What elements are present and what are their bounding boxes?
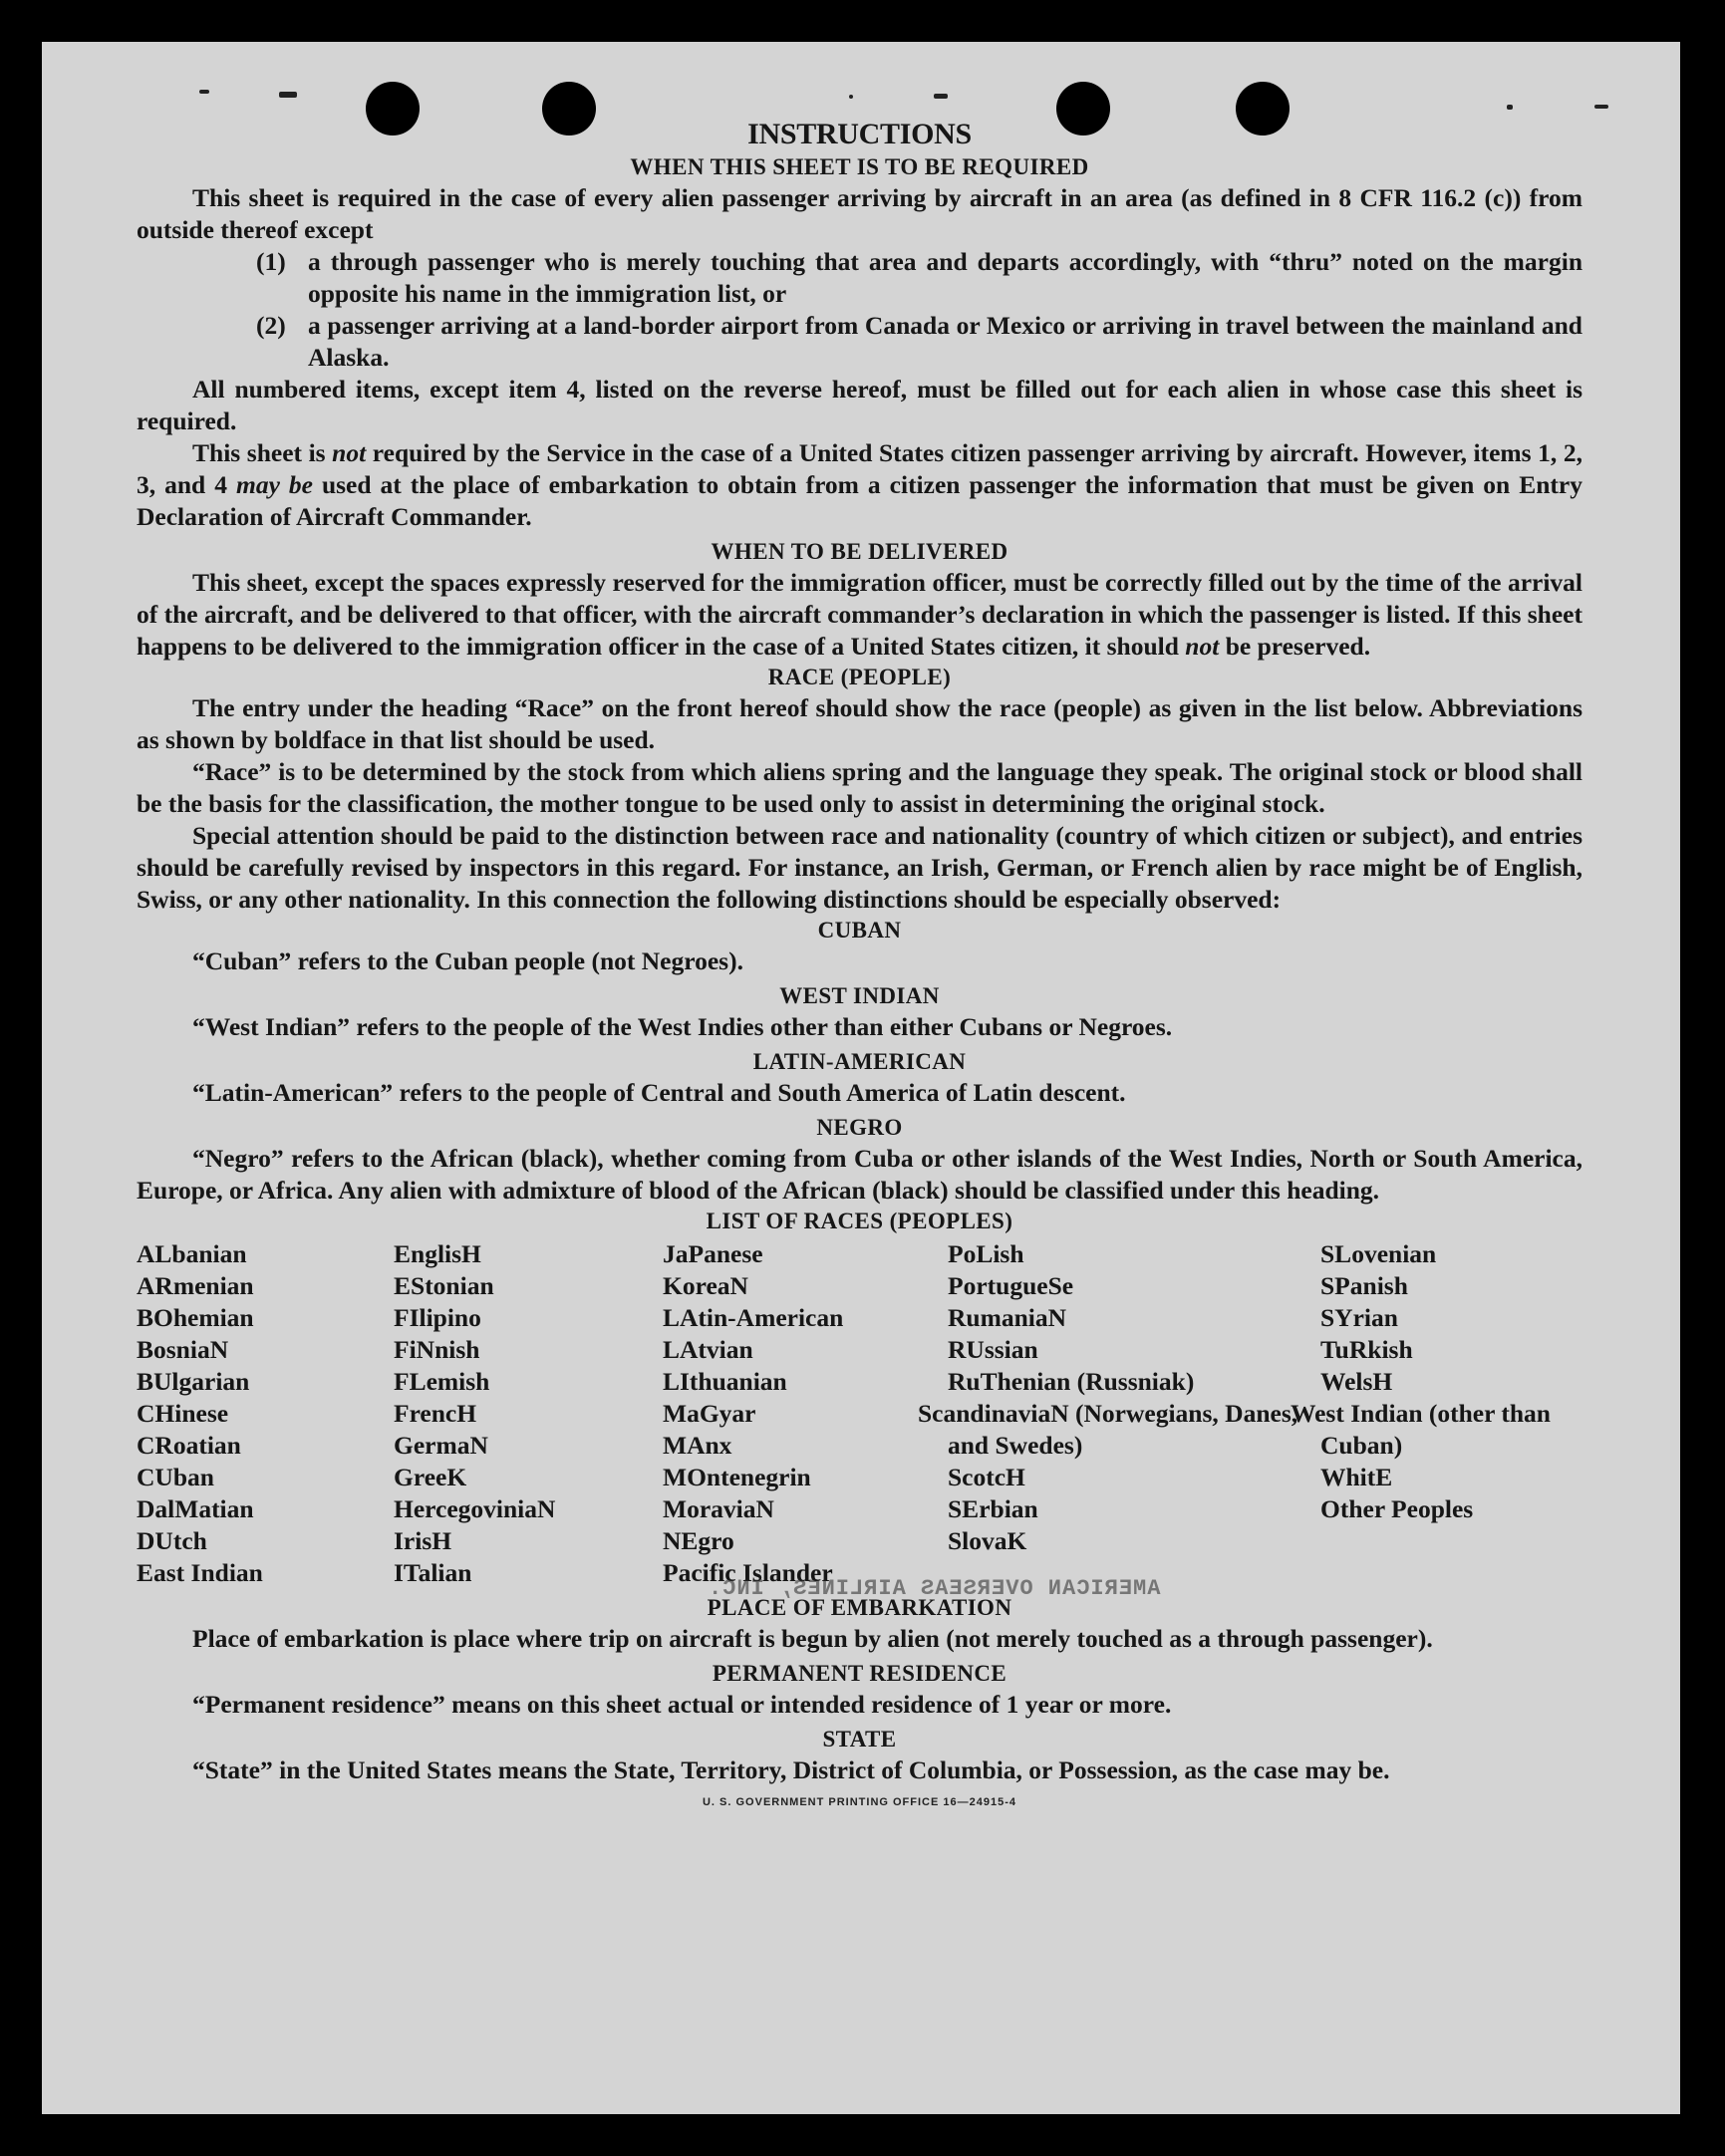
speck-mark bbox=[849, 95, 853, 99]
race-list bbox=[137, 1238, 1582, 1589]
race-list-item: DUtch bbox=[137, 1526, 207, 1555]
when-delivered-para bbox=[137, 567, 1582, 663]
race-list-item: DalMatian bbox=[137, 1494, 254, 1523]
race-para-3: Special attention should be paid to the distinction between race and nationality (country of which citizen or subject), and entries should be carefully revised by inspectors in this regard. For instance, an Irish, German, or French alien by race might be of English, Swiss, or any other nationality. In this connection the following distinctions should be especially observed: bbox=[137, 821, 1582, 914]
printer-footer: U. S. GOVERNMENT PRINTING OFFICE 16—24915-4 bbox=[702, 1796, 1016, 1808]
race-list-item: KoreaN bbox=[663, 1271, 748, 1300]
race-list-item: MaGyar bbox=[663, 1399, 756, 1428]
race-list-item: BUlgarian bbox=[137, 1367, 250, 1396]
race-list-item: BOhemian bbox=[137, 1303, 254, 1332]
race-list-item: HercegoviniaN bbox=[394, 1494, 556, 1523]
place-of-embarkation-text: Place of embarkation is place where trip on aircraft is begun by alien (not merely touched as a through passenger). bbox=[192, 1624, 1433, 1653]
heading-when-required: WHEN THIS SHEET IS TO BE REQUIRED bbox=[630, 154, 1089, 179]
race-list-item: FLemish bbox=[394, 1367, 490, 1396]
race-list-item: BosniaN bbox=[137, 1335, 229, 1364]
race-list-item: EStonian bbox=[394, 1271, 494, 1300]
race-list-item: ALbanian bbox=[137, 1239, 247, 1268]
race-list-item: WhitE bbox=[1320, 1463, 1393, 1491]
text-run: This sheet, except the spaces expressly reserved for the immigration officer, must be correctly filled out by the time of the arrival of the aircraft, and be delivered to that officer, with the aircraft commander’s declaration in which the passenger is listed. If this sheet happens to be delivered to the immigration officer in the case of a United States citizen, it should bbox=[137, 568, 1582, 661]
race-list-item: FiNnish bbox=[394, 1335, 480, 1364]
heading-west-indian: WEST INDIAN bbox=[779, 983, 940, 1008]
race-list-item: ScandinaviaN (Norwegians, Danes, and Swedes) bbox=[918, 1399, 1298, 1460]
text-run: used at the place of embarkation to obtain from a citizen passenger the information that must be given on Entry Declaration of Aircraft Commander. bbox=[137, 470, 1582, 531]
heading-list-of-races: LIST OF RACES (PEOPLES) bbox=[706, 1209, 1013, 1233]
heading-cuban: CUBAN bbox=[817, 918, 902, 943]
list-item-text: a passenger arriving at a land-border airport from Canada or Mexico or arriving in travel between the mainland and Alaska. bbox=[308, 311, 1582, 372]
race-list-item: CRoatian bbox=[137, 1431, 241, 1460]
heading-negro: NEGRO bbox=[816, 1115, 903, 1140]
emphasis-may-be: may be bbox=[235, 470, 313, 499]
emphasis-not: not bbox=[332, 438, 367, 467]
race-list-item: ITalian bbox=[394, 1558, 472, 1587]
race-list-item: SPanish bbox=[1320, 1271, 1408, 1300]
speck-mark bbox=[199, 90, 209, 94]
heading-when-delivered: WHEN TO BE DELIVERED bbox=[711, 539, 1008, 564]
list-item bbox=[137, 246, 1582, 310]
text-run: be preserved. bbox=[1219, 632, 1371, 661]
race-list-item: Pacific Islander bbox=[663, 1558, 833, 1587]
emphasis-not: not bbox=[1185, 632, 1220, 661]
race-column bbox=[663, 1238, 948, 1589]
speck-mark bbox=[1507, 105, 1513, 110]
race-column bbox=[918, 1238, 1320, 1589]
heading-latin-american: LATIN-AMERICAN bbox=[752, 1049, 967, 1074]
race-list-item: West Indian (other than Cuban) bbox=[1291, 1399, 1551, 1460]
race-list-item: TuRkish bbox=[1320, 1335, 1413, 1364]
permanent-residence-text: “Permanent residence” means on this sheet actual or intended residence of 1 year or more. bbox=[192, 1690, 1172, 1719]
race-para-2: “Race” is to be determined by the stock from which aliens spring and the language they speak. The original stock or blood shall be the basis for the classification, the mother tongue to be used only to assist in determining the original stock. bbox=[137, 757, 1582, 818]
race-list-item: CUban bbox=[137, 1463, 214, 1491]
race-list-item: SYrian bbox=[1320, 1303, 1398, 1332]
race-list-item: LAtin-American bbox=[663, 1303, 844, 1332]
latin-american-text: “Latin-American” refers to the people of Central and South America of Latin descent. bbox=[192, 1078, 1126, 1107]
race-list-item: GermaN bbox=[394, 1431, 488, 1460]
race-list-item: MOntenegrin bbox=[663, 1463, 811, 1491]
race-list-item: SlovaK bbox=[948, 1526, 1027, 1555]
speck-mark bbox=[934, 94, 948, 99]
heading-race: RACE (PEOPLE) bbox=[767, 665, 952, 689]
race-list-item: RuThenian (Russniak) bbox=[948, 1367, 1195, 1396]
race-column bbox=[137, 1238, 394, 1589]
race-list-item: JaPanese bbox=[663, 1239, 763, 1268]
speck-mark bbox=[279, 92, 297, 98]
race-list-item: MAnx bbox=[663, 1431, 732, 1460]
race-list-item: RumaniaN bbox=[948, 1303, 1067, 1332]
when-required-para-3 bbox=[137, 437, 1582, 533]
list-item-text: a through passenger who is merely touching that area and departs accordingly, with “thru” noted on the margin opposite his name in the immigration list, or bbox=[308, 247, 1582, 308]
race-list-item: EnglisH bbox=[394, 1239, 481, 1268]
race-list-item: East Indian bbox=[137, 1558, 263, 1587]
race-column bbox=[1291, 1238, 1582, 1589]
when-required-intro: This sheet is required in the case of every alien passenger arriving by aircraft in an area (as defined in 8 CFR 116.2 (c)) from outside thereof except bbox=[137, 183, 1582, 244]
race-list-item: SErbian bbox=[948, 1494, 1038, 1523]
race-list-item: WelsH bbox=[1320, 1367, 1393, 1396]
list-item-number: (2) bbox=[256, 311, 286, 340]
race-list-item: PortugueSe bbox=[948, 1271, 1074, 1300]
race-list-item: SLovenian bbox=[1320, 1239, 1437, 1268]
state-text: “State” in the United States means the State, Territory, District of Columbia, or Possession, as the case may be. bbox=[192, 1755, 1390, 1784]
race-list-item: MoraviaN bbox=[663, 1494, 774, 1523]
negro-text: “Negro” refers to the African (black), whether coming from Cuba or other islands of the West Indies, North or South America, Europe, or Africa. Any alien with admixture of blood of the African (black) should be classified under this heading. bbox=[137, 1144, 1582, 1205]
exception-list bbox=[137, 246, 1582, 374]
airline-stamp: AMERICAN OVERSEAS AIRLINES, INC. bbox=[708, 1576, 1161, 1601]
page-title: INSTRUCTIONS bbox=[747, 118, 972, 150]
punch-hole-icon bbox=[1236, 82, 1290, 135]
race-list-item: FrencH bbox=[394, 1399, 477, 1428]
race-list-item: Other Peoples bbox=[1320, 1494, 1474, 1523]
when-required-para-2: All numbered items, except item 4, listed on the reverse hereof, must be filled out for each alien in whose case this sheet is required. bbox=[137, 375, 1582, 435]
race-list-item: ScotcH bbox=[948, 1463, 1025, 1491]
west-indian-text: “West Indian” refers to the people of the West Indies other than either Cubans or Negroes. bbox=[192, 1012, 1173, 1041]
race-list-item: ARmenian bbox=[137, 1271, 254, 1300]
punch-hole-icon bbox=[1056, 82, 1110, 135]
list-item bbox=[137, 310, 1582, 374]
race-list-item: GreeK bbox=[394, 1463, 467, 1491]
heading-permanent-residence: PERMANENT RESIDENCE bbox=[712, 1661, 1007, 1686]
document-sheet bbox=[42, 42, 1680, 2114]
speck-mark bbox=[1594, 105, 1608, 109]
text-run: required by the Service in the case of a United States citizen passenger arriving by aircraft. However, items 1, 2, 3, and 4 bbox=[137, 438, 1582, 499]
race-list-item: LAtvian bbox=[663, 1335, 753, 1364]
cuban-text: “Cuban” refers to the Cuban people (not Negroes). bbox=[192, 946, 743, 975]
race-column bbox=[394, 1238, 663, 1589]
race-list-item: LIthuanian bbox=[663, 1367, 787, 1396]
punch-hole-icon bbox=[542, 82, 596, 135]
race-list-item: IrisH bbox=[394, 1526, 452, 1555]
race-para-1: The entry under the heading “Race” on the front hereof should show the race (people) as given in the list below. Abbreviations as shown by boldface in that list should be used. bbox=[137, 693, 1582, 754]
heading-place-of-embarkation: PLACE OF EMBARKATION bbox=[707, 1595, 1012, 1620]
race-list-item: PoLish bbox=[948, 1239, 1024, 1268]
race-list-item: RUssian bbox=[948, 1335, 1038, 1364]
race-list-item: CHinese bbox=[137, 1399, 229, 1428]
punch-hole-icon bbox=[366, 82, 420, 135]
race-list-item: FIlipino bbox=[394, 1303, 481, 1332]
list-item-number: (1) bbox=[256, 247, 286, 276]
race-list-item: NEgro bbox=[663, 1526, 734, 1555]
text-run: This sheet is bbox=[192, 438, 333, 467]
heading-state: STATE bbox=[822, 1727, 897, 1752]
